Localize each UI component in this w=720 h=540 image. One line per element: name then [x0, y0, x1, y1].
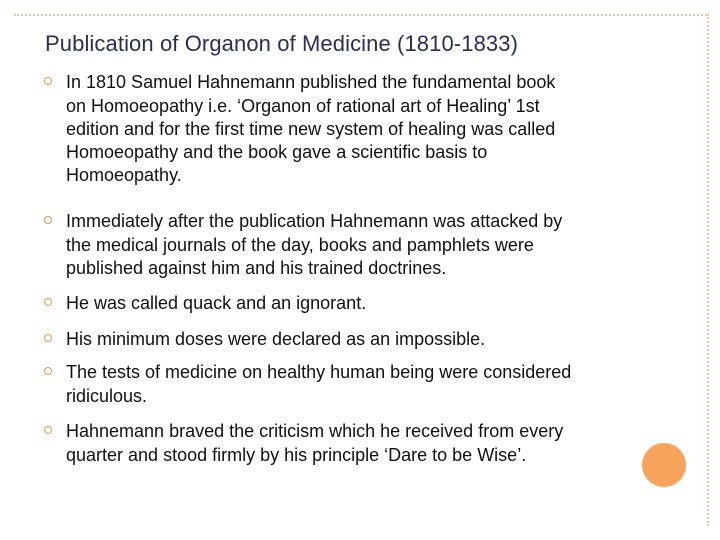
bullet-text-line: His minimum doses were declared as an impossible. — [66, 329, 486, 349]
bullet-ring-icon — [44, 334, 52, 342]
bullet-text-line: Hahnemann braved the criticism which he received from every — [66, 421, 564, 441]
bullet-text-line: ridiculous. — [66, 386, 148, 406]
bullet-ring-icon — [44, 298, 52, 306]
bullet-text-line: the medical journals of the day, books and pamphlets were — [66, 235, 534, 255]
bullet-text-line: published against him and his trained doctrines. — [66, 258, 447, 278]
decorative-frame-right — [707, 14, 709, 526]
decorative-frame-top — [14, 14, 707, 16]
bullet-text-line: edition and for the first time new system of healing was called — [66, 119, 556, 139]
bullet-text-line: He was called quack and an ignorant. — [66, 293, 367, 313]
bullet-text-line: on Homoeopathy i.e. ‘Organon of rational art of Healing’ 1st — [66, 96, 540, 116]
bullet-text-line: The tests of medicine on healthy human being were considered — [66, 362, 572, 382]
bullet-ring-icon — [44, 426, 52, 434]
slide-title: Publication of Organon of Medicine (1810-1833) — [45, 31, 519, 56]
bullet-text-line: Immediately after the publication Hahnemann was attacked by — [66, 211, 563, 231]
bullet-text-line: quarter and stood firmly by his principle ‘Dare to be Wise’. — [66, 445, 527, 465]
decorative-accent-circle — [642, 443, 686, 487]
bullet-text-line: Homoeopathy and the book gave a scientific basis to — [66, 142, 488, 162]
bullet-ring-icon — [44, 77, 52, 85]
bullet-text-line: In 1810 Samuel Hahnemann published the fundamental book — [66, 72, 556, 92]
bullet-text-line: Homoeopathy. — [66, 165, 182, 185]
bullet-ring-icon — [44, 367, 52, 375]
bullet-ring-icon — [44, 216, 52, 224]
